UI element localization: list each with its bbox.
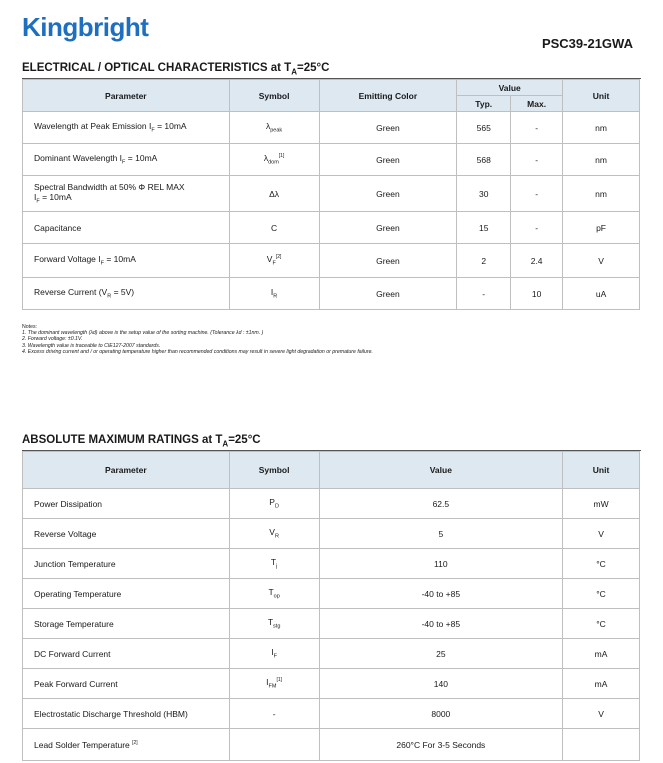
table-row bbox=[23, 112, 640, 144]
col-typ: Typ. bbox=[457, 96, 511, 112]
typ-cell: 15 bbox=[457, 212, 511, 244]
unit-cell: nm bbox=[563, 112, 640, 144]
value-cell: 5 bbox=[319, 519, 563, 549]
unit-cell: °C bbox=[563, 579, 640, 609]
note-3: 3. Wavelength value is traceable to CIE127-2007 standards. bbox=[22, 342, 161, 349]
color-cell: Green bbox=[319, 244, 457, 278]
param-text: Operating Temperature bbox=[34, 588, 122, 599]
param-cell bbox=[23, 579, 230, 609]
param-text: Peak Forward Current bbox=[34, 678, 118, 689]
table-row bbox=[23, 144, 640, 176]
unit-cell: °C bbox=[563, 549, 640, 579]
param-subscript: R bbox=[107, 293, 112, 300]
symbol-note: [1] bbox=[276, 677, 283, 684]
typ-cell: 565 bbox=[457, 112, 511, 144]
color-cell: Green bbox=[319, 176, 457, 212]
max-cell: - bbox=[511, 112, 563, 144]
param-text: Forward Voltage I bbox=[34, 254, 101, 265]
symbol-cell bbox=[229, 489, 319, 519]
table-row bbox=[23, 519, 640, 549]
symbol: λ bbox=[263, 153, 269, 164]
color-cell: Green bbox=[319, 212, 457, 244]
color-cell: Green bbox=[319, 112, 457, 144]
electrical-section-title: ELECTRICAL / OPTICAL CHARACTERISTICS at $T_A=25^\circ C$ bbox=[22, 62, 330, 77]
unit-cell: V bbox=[563, 244, 640, 278]
param-cell bbox=[23, 609, 230, 639]
param-cell bbox=[23, 112, 230, 144]
param-cell bbox=[23, 669, 230, 699]
symbol-cell bbox=[229, 699, 319, 729]
symbol: T bbox=[270, 557, 277, 568]
symbol: T bbox=[267, 617, 274, 628]
symbol-subscript: j bbox=[276, 563, 278, 570]
symbol-cell bbox=[229, 609, 319, 639]
color-cell: Green bbox=[319, 278, 457, 310]
symbol: P bbox=[269, 497, 275, 508]
param-subscript: F bbox=[151, 127, 155, 134]
symbol-cell bbox=[229, 144, 319, 176]
typ-cell: 30 bbox=[457, 176, 511, 212]
col-unit: Unit bbox=[563, 80, 640, 112]
notes bbox=[22, 324, 373, 355]
symbol-subscript: peak bbox=[270, 127, 283, 134]
max-cell: 2.4 bbox=[511, 244, 563, 278]
param-cell bbox=[23, 729, 230, 761]
param-text: Electrostatic Discharge Threshold (HBM) bbox=[34, 708, 188, 719]
symbol-subscript: stg bbox=[273, 623, 281, 630]
table-row bbox=[23, 278, 640, 310]
col-emitting-color: Emitting Color bbox=[319, 80, 457, 112]
symbol: I bbox=[271, 647, 274, 658]
unit-cell: nm bbox=[563, 144, 640, 176]
value-cell: 62.5 bbox=[319, 489, 563, 519]
param-subscript: F bbox=[100, 260, 104, 267]
symbol: I bbox=[270, 287, 274, 298]
table-row bbox=[23, 729, 640, 761]
symbol: T bbox=[268, 587, 274, 598]
symbol-subscript: F bbox=[272, 260, 276, 267]
param-text: Wavelength at Peak Emission I bbox=[34, 121, 152, 132]
symbol: V bbox=[266, 254, 273, 265]
value-cell: -40 to +85 bbox=[319, 609, 563, 639]
note-4: 4. Excess driving current and / or operating temperature higher than recommended conditions may result in severe light degradation or premature failure. bbox=[22, 348, 373, 355]
unit-cell: mA bbox=[563, 639, 640, 669]
param-subscript: F bbox=[122, 159, 126, 166]
symbol: Δλ bbox=[269, 188, 280, 199]
col-max: Max. bbox=[511, 96, 563, 112]
max-cell: - bbox=[511, 176, 563, 212]
param-condition: = 10mA bbox=[39, 192, 72, 203]
symbol-subscript: R bbox=[273, 293, 278, 300]
max-cell: - bbox=[511, 144, 563, 176]
typ-cell: 568 bbox=[457, 144, 511, 176]
unit-cell: °C bbox=[563, 609, 640, 639]
param-cell bbox=[23, 549, 230, 579]
param-condition: = 10mA bbox=[125, 153, 158, 164]
table-row bbox=[23, 549, 640, 579]
value-cell: 140 bbox=[319, 669, 563, 699]
symbol-cell bbox=[229, 112, 319, 144]
col-symbol: Symbol bbox=[229, 80, 319, 112]
value-cell: 260°C For 3-5 Seconds bbox=[319, 729, 563, 761]
absolute-section-title: ABSOLUTE MAXIMUM RATINGS at $T_A=25^\circ C$ bbox=[22, 434, 261, 449]
col-parameter: Parameter bbox=[23, 80, 230, 112]
table-row bbox=[23, 609, 640, 639]
symbol-cell bbox=[229, 176, 319, 212]
color-cell: Green bbox=[319, 144, 457, 176]
table-row bbox=[23, 639, 640, 669]
symbol: I bbox=[266, 677, 269, 688]
typ-cell: 2 bbox=[457, 244, 511, 278]
col-value: Value bbox=[457, 80, 563, 96]
param-cell bbox=[23, 489, 230, 519]
unit-cell: uA bbox=[563, 278, 640, 310]
param-text: Power Dissipation bbox=[34, 498, 103, 509]
part-number: PSC39-21GWA bbox=[541, 36, 633, 51]
param-cell bbox=[23, 212, 230, 244]
table-row bbox=[23, 579, 640, 609]
symbol-note: [2] bbox=[275, 254, 282, 261]
max-cell: 10 bbox=[511, 278, 563, 310]
symbol-subscript: dom bbox=[268, 159, 279, 166]
typ-cell: - bbox=[457, 278, 511, 310]
symbol-cell bbox=[229, 669, 319, 699]
symbol-cell bbox=[229, 549, 319, 579]
param-cell bbox=[23, 144, 230, 176]
symbol-subscript: D bbox=[274, 503, 279, 510]
abs-col-symbol: Symbol bbox=[229, 452, 319, 489]
param-text: Storage Temperature bbox=[34, 618, 114, 629]
brand-logo: Kingbright bbox=[22, 12, 149, 42]
value-cell: 25 bbox=[319, 639, 563, 669]
symbol-cell bbox=[229, 244, 319, 278]
symbol: λ bbox=[265, 121, 271, 132]
symbol-cell bbox=[229, 639, 319, 669]
param-condition: = 5V) bbox=[111, 287, 135, 298]
param-condition: = 10mA bbox=[104, 254, 136, 265]
table-row bbox=[23, 699, 640, 729]
param-cell bbox=[23, 176, 230, 212]
symbol-cell bbox=[229, 729, 319, 761]
note-1: 1. The dominant wavelength (λd) above is the setup value of the sorting machine. (Tolerance λd : ±1nm. ) bbox=[22, 330, 264, 337]
param-note: [2] bbox=[132, 739, 138, 746]
param-cell bbox=[23, 639, 230, 669]
symbol-subscript: op bbox=[273, 593, 280, 600]
abs-col-unit: Unit bbox=[563, 452, 640, 489]
value-cell: 110 bbox=[319, 549, 563, 579]
absolute-table bbox=[22, 451, 640, 761]
table-row bbox=[23, 489, 640, 519]
unit-cell: V bbox=[563, 519, 640, 549]
symbol-subscript: R bbox=[274, 533, 279, 540]
abs-col-parameter: Parameter bbox=[23, 452, 230, 489]
electrical-table bbox=[22, 79, 640, 310]
value-cell: 8000 bbox=[319, 699, 563, 729]
param-text: Lead Solder Temperature bbox=[34, 739, 133, 750]
unit-cell: V bbox=[563, 699, 640, 729]
value-cell: -40 to +85 bbox=[319, 579, 563, 609]
symbol-cell bbox=[229, 579, 319, 609]
param-text: Junction Temperature bbox=[34, 558, 116, 569]
param-condition: = 10mA bbox=[154, 121, 187, 132]
unit-cell: mA bbox=[563, 669, 640, 699]
param-text: Spectral Bandwidth at 50% Φ REL MAX bbox=[34, 182, 185, 193]
param-cell bbox=[23, 244, 230, 278]
param-cell bbox=[23, 699, 230, 729]
symbol-subscript: F bbox=[273, 653, 277, 660]
unit-cell: pF bbox=[563, 212, 640, 244]
table-row bbox=[23, 244, 640, 278]
param-text: Capacitance bbox=[34, 222, 82, 233]
table-row bbox=[23, 176, 640, 212]
unit-cell: nm bbox=[563, 176, 640, 212]
symbol: - bbox=[272, 708, 276, 719]
param-text: Reverse Voltage bbox=[34, 528, 97, 539]
symbol-cell bbox=[229, 278, 319, 310]
notes-heading: Notes: bbox=[22, 324, 37, 330]
table-row bbox=[23, 212, 640, 244]
param-text: DC Forward Current bbox=[34, 648, 111, 659]
param-text: Dominant Wavelength I bbox=[34, 153, 123, 164]
param-cell bbox=[23, 278, 230, 310]
symbol-subscript: FM bbox=[268, 683, 277, 690]
param-cell bbox=[23, 519, 230, 549]
symbol: C bbox=[271, 222, 278, 233]
param-text-cont: I bbox=[34, 192, 37, 203]
symbol: V bbox=[269, 527, 275, 538]
param-text: Reverse Current (V bbox=[34, 287, 108, 298]
param-subscript: F bbox=[36, 198, 40, 205]
abs-col-value: Value bbox=[319, 452, 563, 489]
note-2: 2. Forward voltage: ±0.1V. bbox=[22, 336, 83, 343]
max-cell: - bbox=[511, 212, 563, 244]
table-row bbox=[23, 669, 640, 699]
unit-cell: mW bbox=[563, 489, 640, 519]
symbol-cell bbox=[229, 519, 319, 549]
unit-cell bbox=[563, 729, 640, 761]
symbol-note: [1] bbox=[278, 153, 285, 160]
symbol-cell bbox=[229, 212, 319, 244]
